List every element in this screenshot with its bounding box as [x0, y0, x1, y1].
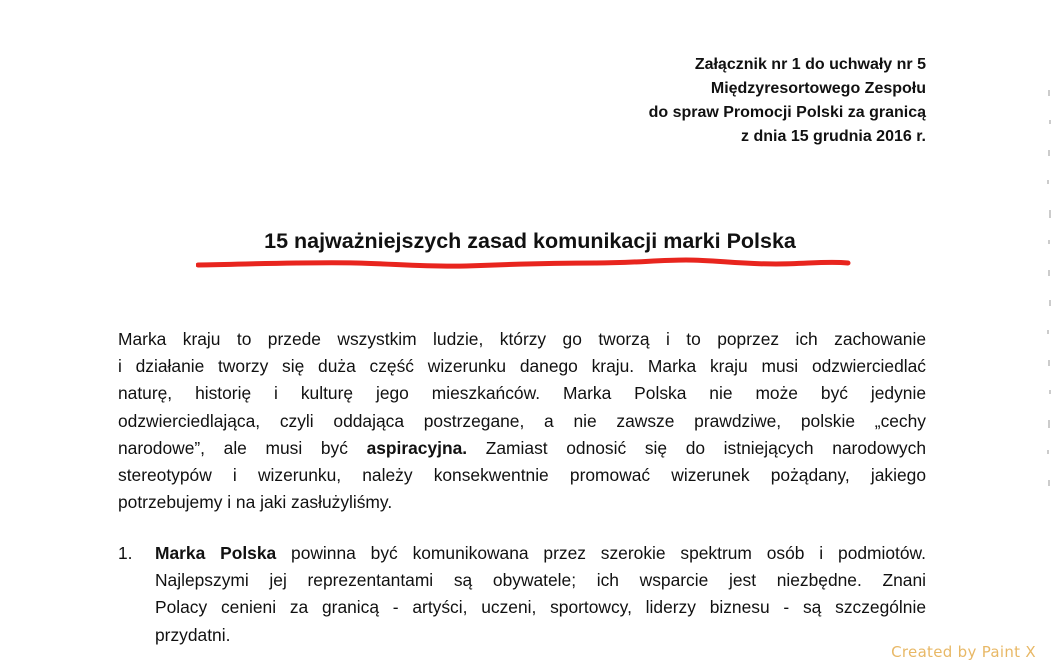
list-line: Polacy cenieni za granicą - artyści, uczeni, sportowcy, liderzy biznesu - są szczególnie: [155, 597, 926, 618]
scan-edge-artifact: [1044, 90, 1054, 510]
list-item-body: [155, 540, 926, 649]
annex-header-line-4: z dnia 15 grudnia 2016 r.: [741, 128, 926, 145]
intro-line: naturę, historię i kulturę jego mieszkańców. Marka Polska nie może być jedynie: [118, 383, 926, 404]
annex-header-line-1: Załącznik nr 1 do uchwały nr 5: [694, 56, 926, 73]
annex-header-line-3: do spraw Promocji Polski za granicą: [648, 104, 926, 121]
red-marker-underline: [196, 254, 852, 276]
intro-line: Marka kraju to przede wszystkim ludzie, którzy go tworzą i to poprzez ich zachowanie: [118, 329, 926, 349]
intro-emphasis: aspiracyjna.: [366, 437, 468, 458]
intro-line: [118, 435, 926, 462]
annex-header-line-2: Międzyresortowego Zespołu: [710, 80, 926, 97]
list-emphasis: Marka Polska: [155, 543, 277, 563]
annex-header: [506, 53, 926, 149]
document-title: 15 najważniejszych zasad komunikacji marki Polska: [264, 229, 796, 253]
list-line: Najlepszymi jej reprezentantami są obywatele; ich wsparcie jest niezbędne. Znani: [155, 570, 926, 591]
intro-line: i działanie tworzy się duża część wizerunku danego kraju. Marka kraju musi odzwierciedlać: [118, 356, 926, 377]
intro-line: odzwierciedlająca, czyli oddająca postrzegane, a nie zawsze prawdziwe, polskie „cechy: [118, 410, 926, 431]
list-line: przydatni.: [155, 624, 231, 645]
intro-line: stereotypów i wizerunku, należy konsekwentnie promować wizerunek pożądany, jakiego: [118, 464, 926, 485]
intro-text: narodowe”, ale musi być: [118, 437, 367, 458]
list-number: 1.: [118, 543, 133, 563]
intro-text: Zamiast odnosić się do istniejących narodowych: [467, 437, 926, 458]
intro-line: potrzebujemy i na jaki zasłużyliśmy.: [118, 492, 393, 513]
watermark: Created by Paint X: [891, 643, 1036, 661]
list-line: [155, 540, 926, 567]
intro-paragraph: [118, 326, 926, 516]
list-text: powinna być komunikowana przez szerokie spektrum osób i podmiotów.: [276, 543, 926, 563]
